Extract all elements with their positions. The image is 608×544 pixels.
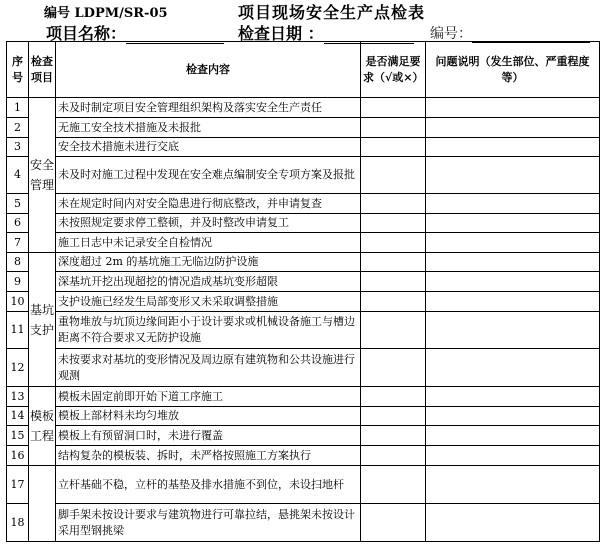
row-number: 3: [7, 138, 29, 157]
notes-cell[interactable]: [426, 214, 600, 233]
row-number: 11: [7, 312, 29, 349]
category-scaffold: [29, 466, 56, 542]
table-row: [7, 504, 600, 542]
table-row: [7, 426, 600, 446]
table-row: [7, 233, 600, 253]
row-number: 12: [7, 349, 29, 387]
table-row: [7, 466, 600, 504]
table-row: [7, 292, 600, 312]
notes-cell[interactable]: [426, 312, 600, 349]
row-content: 未按要求对基坑的变形情况及周边原有建筑物和公共设施进行观测: [56, 349, 361, 387]
meets-cell[interactable]: [361, 157, 426, 194]
notes-cell[interactable]: [426, 118, 600, 138]
col-header-notes: 问题说明（发生部位、严重程度等）: [426, 42, 600, 98]
meets-cell[interactable]: [361, 446, 426, 466]
table-row: [7, 214, 600, 233]
table-row: [7, 253, 600, 272]
table-row: [7, 157, 600, 194]
form-header: [0, 0, 608, 42]
row-content: 重物堆放与坑顶边缘间距小于设计要求或机械设备施工与槽边距离不符合要求又无防护设施: [56, 312, 361, 349]
number-label: 编号：: [430, 26, 472, 42]
table-row: [7, 118, 600, 138]
notes-cell[interactable]: [426, 349, 600, 387]
meets-cell[interactable]: [361, 214, 426, 233]
row-content: 结构复杂的模板装、拆时，未严格按照施工方案执行: [56, 446, 361, 466]
row-content: 未按照规定要求停工整顿，并及时整改申请复工: [56, 214, 361, 233]
row-content: 未在规定时间内对安全隐患进行彻底整改，并申请复查: [56, 194, 361, 214]
row-number: 17: [7, 466, 29, 504]
row-number: 16: [7, 446, 29, 466]
row-content: 深度超过 2m 的基坑施工无临边防护设施: [56, 253, 361, 272]
row-number: 7: [7, 233, 29, 253]
meets-cell[interactable]: [361, 233, 426, 253]
row-content: 立杆基础不稳，立杆的基垫及排水措施不到位，未设扫地杆: [56, 466, 361, 504]
notes-cell[interactable]: [426, 292, 600, 312]
row-number: 8: [7, 253, 29, 272]
notes-cell[interactable]: [426, 138, 600, 157]
notes-cell[interactable]: [426, 194, 600, 214]
row-number: 14: [7, 407, 29, 426]
table-header-row: [7, 42, 600, 98]
table-row: [7, 272, 600, 292]
notes-cell[interactable]: [426, 504, 600, 542]
category-safety-management: 安全管理: [29, 98, 56, 253]
form-code: 编号 LDPM/SR-05: [44, 6, 168, 21]
notes-cell[interactable]: [426, 233, 600, 253]
table-row: [7, 349, 600, 387]
row-content: 脚手架未按设计要求与建筑物进行可靠拉结，悬挑架未按设计采用型钢挑梁: [56, 504, 361, 542]
category-formwork: 模板工程: [29, 387, 56, 466]
notes-cell[interactable]: [426, 426, 600, 446]
meets-cell[interactable]: [361, 272, 426, 292]
meets-cell[interactable]: [361, 292, 426, 312]
meets-cell[interactable]: [361, 349, 426, 387]
row-number: 6: [7, 214, 29, 233]
table-row: [7, 138, 600, 157]
row-number: 5: [7, 194, 29, 214]
check-date-label: 检查日期 ：: [238, 24, 324, 43]
meets-cell[interactable]: [361, 466, 426, 504]
row-content: 施工日志中未记录安全自检情况: [56, 233, 361, 253]
meets-cell[interactable]: [361, 253, 426, 272]
row-number: 10: [7, 292, 29, 312]
row-number: 15: [7, 426, 29, 446]
row-content: 未及时对施工过程中发现在安全难点编制安全专项方案及报批: [56, 157, 361, 194]
row-number: 2: [7, 118, 29, 138]
col-header-content: 检查内容: [56, 42, 361, 98]
meets-cell[interactable]: [361, 387, 426, 407]
notes-cell[interactable]: [426, 446, 600, 466]
number-field[interactable]: [430, 23, 590, 43]
meets-cell[interactable]: [361, 118, 426, 138]
col-header-category: 检查项目: [29, 42, 56, 98]
table-row: [7, 98, 600, 118]
row-content: 无施工安全技术措施及未报批: [56, 118, 361, 138]
notes-cell[interactable]: [426, 98, 600, 118]
table-row: [7, 312, 600, 349]
table-row: [7, 446, 600, 466]
table-row: [7, 407, 600, 426]
notes-cell[interactable]: [426, 272, 600, 292]
category-pit-support: 基坑支护: [29, 253, 56, 387]
meets-cell[interactable]: [361, 426, 426, 446]
row-number: 13: [7, 387, 29, 407]
inspection-table: [6, 41, 600, 542]
notes-cell[interactable]: [426, 466, 600, 504]
col-header-no: 序号: [7, 42, 29, 98]
row-content: 模板上部材料未均匀堆放: [56, 407, 361, 426]
row-content: 未及时制定项目安全管理组织架构及落实安全生产责任: [56, 98, 361, 118]
notes-cell[interactable]: [426, 387, 600, 407]
project-name-label: 项目名称：: [46, 24, 127, 43]
row-content: 模板上有预留洞口时，未进行覆盖: [56, 426, 361, 446]
meets-cell[interactable]: [361, 504, 426, 542]
meets-cell[interactable]: [361, 194, 426, 214]
meets-cell[interactable]: [361, 312, 426, 349]
col-header-meets: 是否满足要求（√或×）: [361, 42, 426, 98]
table-row: [7, 387, 600, 407]
row-number: 9: [7, 272, 29, 292]
row-content: 支护设施已经发生局部变形又未采取调整措施: [56, 292, 361, 312]
row-number: 4: [7, 157, 29, 194]
row-content: 模板未固定前即开始下道工序施工: [56, 387, 361, 407]
row-content: 深基坑开挖出现超挖的情况造成基坑变形超限: [56, 272, 361, 292]
notes-cell[interactable]: [426, 407, 600, 426]
table-row: [7, 194, 600, 214]
row-content: 安全技术措施未进行交底: [56, 138, 361, 157]
row-number: 18: [7, 504, 29, 542]
meets-cell[interactable]: [361, 407, 426, 426]
form-title: 项目现场安全生产点检表: [238, 3, 426, 22]
meets-cell[interactable]: [361, 138, 426, 157]
notes-cell[interactable]: [426, 253, 600, 272]
notes-cell[interactable]: [426, 157, 600, 194]
meets-cell[interactable]: [361, 98, 426, 118]
row-number: 1: [7, 98, 29, 118]
